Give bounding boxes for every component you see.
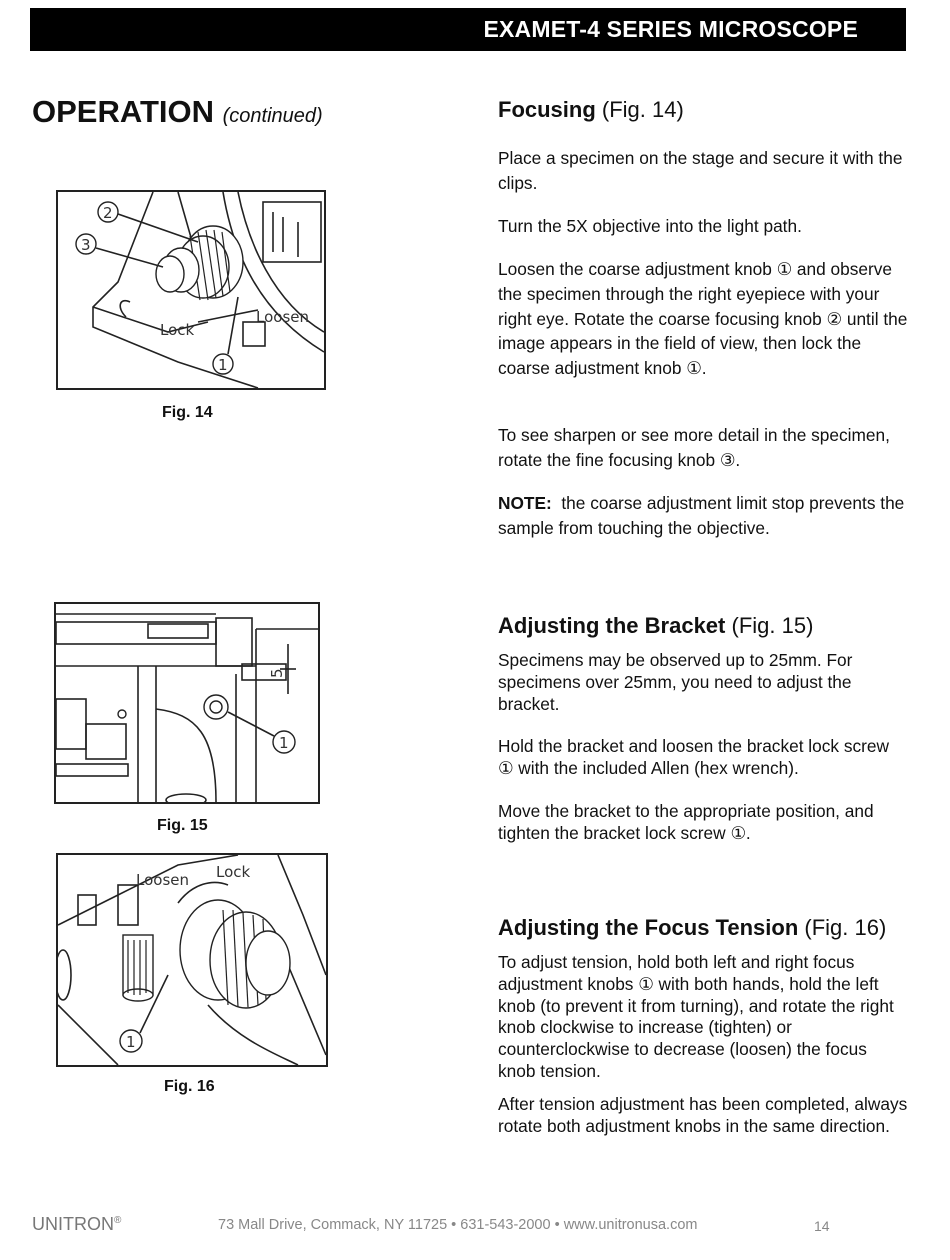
focusing-paragraph-1: Place a specimen on the stage and secure it with the clips. [498, 148, 903, 193]
tension-paragraph-1: To adjust tension, hold both left and right focus adjustment knobs ① with both hands, hold the left knob (to prevent it from turning), and rotate the right knob clockwise to increase (tighten) or counterclockwise to decrease (loosen) the focus knob tension. [498, 952, 894, 1081]
figure-16-caption: Fig. 16 [164, 1078, 215, 1095]
operation-continued: (continued) [222, 105, 323, 127]
fig16-label-1: 1 [126, 1033, 136, 1051]
bracket-figure-ref: (Fig. 15) [731, 613, 814, 638]
fig15-label-dim: 5 [268, 668, 286, 678]
focusing-note [498, 491, 908, 541]
brand-name: UNITRON [32, 1214, 114, 1234]
document-title: EXAMET-4 SERIES MICROSCOPE [483, 16, 858, 42]
focusing-paragraph-2: Turn the 5X objective into the light path. [498, 216, 802, 236]
figure-14-illustration [58, 192, 324, 388]
focusing-figure-ref: (Fig. 14) [601, 97, 684, 122]
focusing-paragraph-4: To see sharpen or see more detail in the specimen, rotate the fine focusing knob ③. [498, 425, 890, 470]
footer-address: 73 Mall Drive, Commack, NY 11725 • 631-543-2000 • www.unitronusa.com [218, 1217, 698, 1233]
note-text: the coarse adjustment limit stop prevents the sample from touching the objective. [498, 493, 905, 538]
bracket-paragraph-2: Hold the bracket and loosen the bracket lock screw ① with the included Allen (hex wrench). [498, 736, 889, 778]
fig16-label-lock: Lock [216, 863, 251, 881]
registered-mark: ® [114, 1215, 122, 1226]
fig14-label-loosen: Loosen [256, 308, 309, 326]
header-bar [30, 8, 906, 51]
tension-figure-ref: (Fig. 16) [804, 915, 887, 940]
footer-brand [32, 1214, 121, 1235]
section-tension-title [498, 915, 886, 941]
operation-title: OPERATION [32, 94, 214, 129]
fig14-label-3: 3 [81, 236, 91, 254]
fig14-label-lock: Lock [160, 321, 195, 339]
page-number: 14 [814, 1218, 830, 1234]
bracket-title-text: Adjusting the Bracket [498, 613, 726, 638]
section-focusing-title [498, 97, 684, 123]
figure-16 [56, 853, 328, 1067]
tension-title-text: Adjusting the Focus Tension [498, 915, 799, 940]
note-label: NOTE: [498, 493, 552, 513]
tension-paragraph-2: After tension adjustment has been completed, always rotate both adjustment knobs in the same direction. [498, 1094, 908, 1136]
operation-heading [32, 94, 323, 130]
fig15-label-1: 1 [279, 734, 289, 752]
figure-15-caption: Fig. 15 [157, 817, 208, 834]
fig14-label-1: 1 [218, 356, 228, 374]
bracket-paragraph-3: Move the bracket to the appropriate position, and tighten the bracket lock screw ①. [498, 801, 874, 843]
focusing-paragraph-3: Loosen the coarse adjustment knob ① and observe the specimen through the right eyepiece with your right eye. Rotate the coarse focusing knob ② until the image appears in the field of view, then lock the coarse adjustment knob ①. [498, 259, 908, 379]
fig14-label-2: 2 [103, 204, 113, 222]
bracket-paragraph-1: Specimens may be observed up to 25mm. For specimens over 25mm, you need to adjust the bracket. [498, 650, 853, 714]
figure-14-caption: Fig. 14 [162, 404, 213, 421]
figure-14 [56, 190, 326, 390]
fig16-label-loosen: Loosen [136, 871, 189, 889]
focusing-title-text: Focusing [498, 97, 596, 122]
figure-15 [54, 602, 320, 804]
figure-15-illustration [56, 604, 318, 802]
figure-16-illustration [58, 855, 326, 1065]
section-bracket-title [498, 613, 813, 639]
